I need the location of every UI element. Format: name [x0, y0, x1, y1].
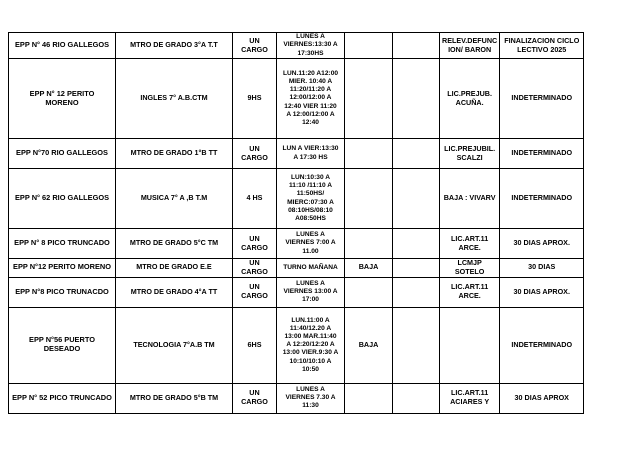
position-cell: MTRO DE GRADO 3°A T.T [116, 33, 233, 59]
schedule-cell: LUNES A VIERNES:13:30 A 17:30HS [277, 33, 345, 59]
table-row [9, 169, 584, 229]
status-cell [345, 139, 393, 169]
position-cell: TECNOLOGIA 7°A.B TM [116, 307, 233, 383]
duration-cell: 30 DIAS APROX [500, 383, 584, 413]
blank-cell [393, 259, 440, 278]
workload-cell: UN CARGO [233, 33, 277, 59]
school-cell: EPP N° 62 RIO GALLEGOS [9, 169, 116, 229]
school-cell: EPP N° 8 PICO TRUNCADO [9, 229, 116, 259]
position-cell: MTRO DE GRADO 1°B TT [116, 139, 233, 169]
reason-cell: RELEV.DEFUNC ION/ BARON [440, 33, 500, 59]
schedule-cell: LUN.11:00 A 11:40/12.20 A 13:00 MAR.11:40 A 12:20/12:20 A 13:00 VIER.9:30 A 10:10/10:10 A 10:50 [277, 307, 345, 383]
workload-cell: UN CARGO [233, 277, 277, 307]
duration-cell: INDETERMINADO [500, 59, 584, 139]
reason-cell: LIC.PREJUB. ACUÑA. [440, 59, 500, 139]
duration-cell: INDETERMINADO [500, 139, 584, 169]
position-cell: MTRO DE GRADO 5°B TM [116, 383, 233, 413]
reason-cell: BAJA : VIVARV [440, 169, 500, 229]
status-cell: BAJA [345, 259, 393, 278]
duration-cell: 30 DIAS APROX. [500, 229, 584, 259]
workload-cell: UN CARGO [233, 383, 277, 413]
status-cell [345, 383, 393, 413]
table-body [9, 33, 584, 414]
status-cell [345, 169, 393, 229]
workload-cell: UN CARGO [233, 229, 277, 259]
table-row [9, 139, 584, 169]
status-cell [345, 229, 393, 259]
status-cell [345, 59, 393, 139]
blank-cell [393, 307, 440, 383]
school-cell: EPP N° 46 RIO GALLEGOS [9, 33, 116, 59]
workload-cell: UN CARGO [233, 139, 277, 169]
duration-cell: INDETERMINADO [500, 307, 584, 383]
schedule-cell: LUN:10:30 A 11:10 /11:10 A 11:50HS/ MIERC:07:30 A 08:10HS/08:10 A08:50HS [277, 169, 345, 229]
reason-cell: LIC.ART.11 ACIARES Y [440, 383, 500, 413]
reason-cell: LIC.ART.11 ARCE. [440, 229, 500, 259]
position-cell: INGLES 7° A.B.CTM [116, 59, 233, 139]
reason-cell: LIC.PREJUBIL. SCALZI [440, 139, 500, 169]
school-cell: EPP N°8 PICO TRUNACDO [9, 277, 116, 307]
duration-cell: FINALIZACION CICLO LECTIVO 2025 [500, 33, 584, 59]
duration-cell: INDETERMINADO [500, 169, 584, 229]
workload-cell: 4 HS [233, 169, 277, 229]
blank-cell [393, 169, 440, 229]
blank-cell [393, 277, 440, 307]
blank-cell [393, 59, 440, 139]
schedule-cell: TURNO MAÑANA [277, 259, 345, 278]
workload-cell: 6HS [233, 307, 277, 383]
blank-cell [393, 139, 440, 169]
status-cell [345, 33, 393, 59]
reason-cell: LIC.ART.11 ARCE. [440, 277, 500, 307]
position-cell: MUSICA 7° A ,B T.M [116, 169, 233, 229]
blank-cell [393, 229, 440, 259]
reason-cell: LCMJP SOTELO [440, 259, 500, 278]
blank-cell [393, 33, 440, 59]
workload-cell: 9HS [233, 59, 277, 139]
duration-cell: 30 DIAS APROX. [500, 277, 584, 307]
table-row [9, 229, 584, 259]
school-cell: EPP N°70 RIO GALLEGOS [9, 139, 116, 169]
schedule-cell: LUNES A VIERNES 7:00 A 11.00 [277, 229, 345, 259]
position-cell: MTRO DE GRADO E.E [116, 259, 233, 278]
schedule-cell: LUN.11:20 A12:00 MIER. 10:40 A 11:20/11:20 A 12:00/12:00 A 12:40 VIER 11:20 A 12:00/12:00 A 12:40 [277, 59, 345, 139]
schedule-cell: LUN A VIER:13:30 A 17:30 HS [277, 139, 345, 169]
table-row [9, 33, 584, 59]
position-cell: MTRO DE GRADO 4°A TT [116, 277, 233, 307]
schedule-cell: LUNES A VIERNES 13:00 A 17:00 [277, 277, 345, 307]
vacancies-table [8, 32, 584, 414]
blank-cell [393, 383, 440, 413]
schedule-cell: LUNES A VIERNES 7.30 A 11:30 [277, 383, 345, 413]
school-cell: EPP N°56 PUERTO DESEADO [9, 307, 116, 383]
school-cell: EPP N° 52 PICO TRUNCADO [9, 383, 116, 413]
table-row [9, 59, 584, 139]
school-cell: EPP N°12 PERITO MORENO [9, 259, 116, 278]
table-row [9, 277, 584, 307]
school-cell: EPP N° 12 PERITO MORENO [9, 59, 116, 139]
table-row [9, 307, 584, 383]
status-cell [345, 277, 393, 307]
status-cell: BAJA [345, 307, 393, 383]
reason-cell [440, 307, 500, 383]
position-cell: MTRO DE GRADO 5°C TM [116, 229, 233, 259]
table-row [9, 383, 584, 413]
table-row [9, 259, 584, 278]
workload-cell: UN CARGO [233, 259, 277, 278]
duration-cell: 30 DIAS [500, 259, 584, 278]
